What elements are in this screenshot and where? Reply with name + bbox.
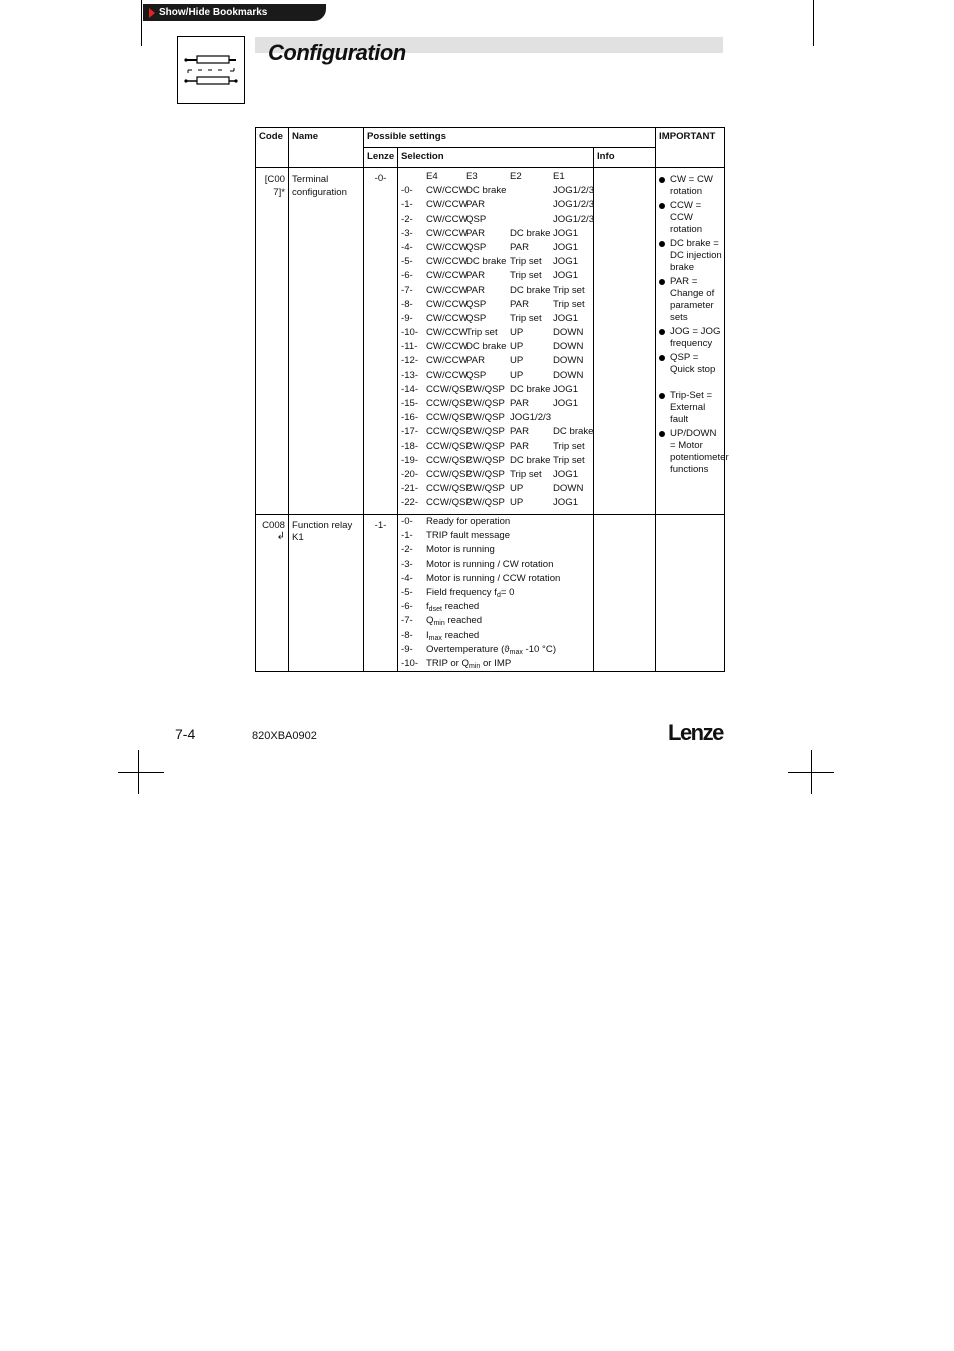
return-arrow-icon: ↲ <box>276 531 285 542</box>
selection-e2: Trip set <box>510 312 542 324</box>
selection-row <box>398 468 593 482</box>
selection-e1: JOG1 <box>553 383 579 395</box>
selection-text-main: Motor is running / CCW rotation <box>426 572 561 584</box>
selection-number: -2- <box>401 544 413 556</box>
selection-number: -7- <box>401 615 413 627</box>
selection-e3: DC brake <box>466 341 507 353</box>
selection-number: -10- <box>401 327 419 339</box>
selection-text <box>426 558 553 572</box>
selection-text <box>426 529 510 543</box>
column-e4: E4 <box>426 171 438 182</box>
table-row-c008 <box>256 515 725 672</box>
selection-e3: Trip set <box>466 327 498 339</box>
crop-mark <box>138 750 139 794</box>
selection-row <box>398 440 593 454</box>
selection-e3: QSP <box>466 298 487 310</box>
selection-e4: CCW/QSP <box>426 483 472 495</box>
selection-number: -16- <box>401 412 419 424</box>
selection-text-suffix: = 0 <box>500 586 515 598</box>
selection-number: -5- <box>401 586 413 598</box>
selection-row <box>398 326 593 340</box>
selection-text-main: Motor is running / CW rotation <box>426 558 554 570</box>
header-row <box>256 128 725 148</box>
selection-text-suffix: -10 °C) <box>522 643 557 655</box>
selection-e3: PAR <box>466 227 486 239</box>
selection-row <box>398 255 593 269</box>
selection-text <box>426 657 511 671</box>
selection-text <box>426 543 495 557</box>
selection-number: -5- <box>401 256 413 268</box>
selection-row <box>398 425 593 439</box>
selection-number: -20- <box>401 468 419 480</box>
selection-e1: JOG1 <box>553 312 579 324</box>
selection-row <box>398 657 593 671</box>
selection-e2: DC brake <box>510 454 551 466</box>
important-item <box>656 390 724 426</box>
selection-e1: Trip set <box>553 440 585 452</box>
important-item <box>656 174 724 198</box>
selection-e3: QSP <box>466 241 487 253</box>
selection-text-main: Ready for operation <box>426 516 511 527</box>
selection-e3: CW/QSP <box>466 412 505 424</box>
selection-e4: CW/CCW <box>426 355 468 367</box>
selection-e2: Trip set <box>510 270 542 282</box>
selection-e1: Trip set <box>553 454 585 466</box>
important-item <box>656 276 724 324</box>
selection-text <box>426 614 482 628</box>
header-code: Code <box>256 128 289 168</box>
selection-text-main: TRIP or Q <box>426 657 470 669</box>
selection-subscript: min <box>469 662 481 670</box>
selection-text-suffix: or IMP <box>480 657 512 669</box>
selection-number: -19- <box>401 454 419 466</box>
important-item <box>656 428 729 476</box>
selection-e2: PAR <box>510 298 530 310</box>
header-name: Name <box>289 128 364 168</box>
selection-e3: CW/QSP <box>466 468 505 480</box>
selection-c007 <box>398 168 594 515</box>
selection-e4: CW/CCW <box>426 298 468 310</box>
important-text: PAR = Change of parameter sets <box>670 276 715 323</box>
selection-number: -22- <box>401 497 419 509</box>
selection-e2: Trip set <box>510 256 542 268</box>
selection-number: -1- <box>401 530 413 542</box>
selection-e4: CW/CCW <box>426 327 468 339</box>
selection-row <box>398 515 593 529</box>
selection-number: -8- <box>401 629 413 641</box>
important-text: CCW = CCW rotation <box>670 200 703 235</box>
selection-row <box>398 397 593 411</box>
selection-text <box>426 643 556 657</box>
selection-e2: UP <box>510 497 524 509</box>
selection-e4: CCW/QSP <box>426 440 472 452</box>
header-info: Info <box>594 148 656 168</box>
selection-e3: QSP <box>466 312 487 324</box>
selection-row <box>398 643 593 657</box>
selection-e3: CW/QSP <box>466 398 505 409</box>
selection-e1: JOG1 <box>553 227 579 239</box>
important-c008 <box>656 515 725 672</box>
selection-e4: CW/CCW <box>426 284 468 296</box>
selection-row <box>398 340 593 354</box>
selection-number: -3- <box>401 227 413 239</box>
selection-number: -18- <box>401 440 419 452</box>
selection-e3: CW/QSP <box>466 454 505 466</box>
selection-e2: PAR <box>510 440 530 452</box>
selection-e1: JOG1 <box>553 241 579 253</box>
selection-e1: JOG1/2/3 <box>553 199 595 211</box>
selection-text-main: Field frequency f <box>426 586 497 598</box>
crop-mark <box>813 0 814 46</box>
selection-number: -1- <box>401 199 413 211</box>
header-possible-settings: Possible settings <box>364 128 656 148</box>
code-table <box>255 127 729 672</box>
selection-e2: UP <box>510 369 524 381</box>
selection-row <box>398 227 593 241</box>
selection-number: -0- <box>401 516 413 527</box>
lenze-logo: Lenze <box>668 720 723 745</box>
selection-e4: CW/CCW <box>426 213 468 225</box>
selection-row <box>398 614 593 628</box>
important-item <box>656 352 724 376</box>
selection-number: -14- <box>401 383 419 395</box>
selection-subscript: max <box>509 648 523 656</box>
selection-e1: JOG1 <box>553 468 579 480</box>
selection-e3: CW/QSP <box>466 497 505 509</box>
bullet-icon <box>659 329 665 335</box>
selection-subscript: min <box>433 620 445 628</box>
selection-e1: JOG1 <box>553 270 579 282</box>
selection-text-main: Overtemperature (ϑ <box>426 643 510 655</box>
selection-e2: UP <box>510 327 524 339</box>
selection-e2: PAR <box>510 241 530 253</box>
selection-e1: DOWN <box>553 341 584 353</box>
selection-number: -2- <box>401 213 413 225</box>
selection-number: -9- <box>401 643 413 655</box>
column-e3: E3 <box>466 171 478 182</box>
header-selection: Selection <box>398 148 594 168</box>
selection-number: -9- <box>401 312 413 324</box>
selection-e1: Trip set <box>553 298 585 310</box>
selection-row <box>398 298 593 312</box>
selection-e3: CW/QSP <box>466 483 505 495</box>
selection-row <box>398 284 593 298</box>
selection-row <box>398 312 593 326</box>
selection-e4: CCW/QSP <box>426 412 472 424</box>
info-c007 <box>594 168 656 515</box>
selection-e4: CW/CCW <box>426 369 468 381</box>
selection-text <box>426 515 510 529</box>
selection-text-main: f <box>426 601 429 613</box>
lenze-c007: -0- <box>374 173 387 184</box>
selection-e1: JOG1 <box>553 497 579 509</box>
important-text: QSP = Quick stop <box>670 352 716 375</box>
selection-row <box>398 411 593 425</box>
selection-number: -21- <box>401 483 419 495</box>
selection-row <box>398 184 593 198</box>
bullet-icon <box>659 393 665 399</box>
column-e2: E2 <box>510 171 522 182</box>
selection-text-main: TRIP fault message <box>426 530 511 542</box>
selection-row <box>398 629 593 643</box>
selection-e3: DC brake <box>466 256 507 268</box>
selection-e3: PAR <box>466 270 486 282</box>
show-hide-bookmarks-button[interactable] <box>143 4 326 21</box>
important-text: Trip-Set = External fault <box>670 390 713 425</box>
selection-number: -4- <box>401 572 413 584</box>
selection-row <box>398 213 593 227</box>
important-item <box>656 326 724 350</box>
selection-e1: DOWN <box>553 483 584 495</box>
selection-e1: DOWN <box>553 355 584 367</box>
selection-row <box>398 198 593 212</box>
selection-text <box>426 586 514 600</box>
selection-e4: CCW/QSP <box>426 383 472 395</box>
header-important: IMPORTANT <box>656 128 725 168</box>
arrow-right-icon <box>149 8 155 18</box>
selection-number: -6- <box>401 270 413 282</box>
column-e1: E1 <box>553 171 565 182</box>
name-c007: Terminal configuration <box>292 174 347 198</box>
page-number: 7-4 <box>175 726 196 742</box>
info-c008 <box>594 515 656 672</box>
important-c007 <box>656 168 729 515</box>
bullet-icon <box>659 241 665 247</box>
selection-row <box>398 529 593 543</box>
terminal-configuration-icon <box>177 36 245 104</box>
selection-subscript: d <box>496 591 501 599</box>
selection-text-main: I <box>426 629 429 641</box>
selection-row <box>398 354 593 368</box>
selection-e3: QSP <box>466 369 487 381</box>
selection-e3: DC brake <box>466 185 507 197</box>
selection-e1: DOWN <box>553 369 584 381</box>
selection-e4: CCW/QSP <box>426 426 472 438</box>
bullet-icon <box>659 279 665 285</box>
important-item <box>656 238 724 274</box>
selection-number: -13- <box>401 369 419 381</box>
selection-subscript: max <box>428 634 442 642</box>
selection-e1: DC brake <box>553 426 594 438</box>
selection-e1: JOG1 <box>553 256 579 268</box>
important-text: UP/DOWN = Motor potentiometer functions <box>670 428 729 475</box>
selection-row <box>398 454 593 468</box>
selection-e2: UP <box>510 341 524 353</box>
selection-row <box>398 572 593 586</box>
selection-e2: PAR <box>510 426 530 438</box>
selection-e3: CW/QSP <box>466 426 505 438</box>
selection-number: -3- <box>401 558 413 570</box>
selection-e4: CCW/QSP <box>426 468 472 480</box>
selection-text-main: Motor is running <box>426 544 495 556</box>
selection-e2: UP <box>510 483 524 495</box>
selection-c008 <box>398 515 594 672</box>
selection-number: -6- <box>401 601 413 613</box>
page-title: Configuration <box>268 40 406 65</box>
crop-mark <box>811 750 812 794</box>
code-c008: C008 <box>262 520 285 531</box>
selection-e4: CW/CCW <box>426 270 468 282</box>
selection-row <box>398 600 593 614</box>
selection-text <box>426 600 479 614</box>
selection-e4: CW/CCW <box>426 341 468 353</box>
selection-e1: JOG1 <box>553 398 579 409</box>
selection-row <box>398 496 593 510</box>
selection-e1: Trip set <box>553 284 585 296</box>
selection-number: -10- <box>401 657 419 669</box>
selection-row <box>398 383 593 397</box>
selection-e4: CCW/QSP <box>426 454 472 466</box>
selection-e2: DC brake <box>510 383 551 395</box>
selection-e4: CW/CCW <box>426 227 468 239</box>
selection-e2: DC brake <box>510 227 551 239</box>
bullet-icon <box>659 431 665 437</box>
selection-number: -12- <box>401 355 419 367</box>
selection-number: -17- <box>401 426 419 438</box>
selection-text <box>426 629 479 643</box>
table-row-c007 <box>256 168 725 515</box>
important-text: CW = CW rotation <box>670 174 713 197</box>
selection-number: -0- <box>401 185 413 197</box>
bullet-icon <box>659 355 665 361</box>
selection-e1: DOWN <box>553 327 584 339</box>
bullet-icon <box>659 177 665 183</box>
selection-e4: CW/CCW <box>426 241 468 253</box>
selection-text <box>426 572 560 586</box>
selection-row <box>398 586 593 600</box>
selection-number: -7- <box>401 284 413 296</box>
selection-e3: CW/QSP <box>466 383 505 395</box>
selection-text-suffix: reached <box>441 629 480 641</box>
selection-number: -11- <box>401 341 418 353</box>
selection-column-headers <box>398 170 593 184</box>
selection-text-suffix: reached <box>441 601 480 613</box>
selection-number: -8- <box>401 298 413 310</box>
selection-e3: PAR <box>466 355 486 367</box>
crop-mark <box>118 772 164 773</box>
selection-row <box>398 543 593 557</box>
selection-subscript: dset <box>428 606 442 614</box>
selection-e3: QSP <box>466 213 487 225</box>
selection-row <box>398 558 593 572</box>
selection-text-suffix: reached <box>444 615 483 627</box>
selection-row <box>398 269 593 283</box>
bullet-icon <box>659 203 665 209</box>
selection-row <box>398 369 593 383</box>
selection-row <box>398 482 593 496</box>
selection-e2: UP <box>510 355 524 367</box>
code-c007: [C007]* <box>264 174 285 198</box>
selection-e4: CCW/QSP <box>426 398 472 409</box>
lenze-c008: -1- <box>374 520 387 531</box>
selection-e4: CW/CCW <box>426 199 468 211</box>
selection-e1: JOG1/2/3 <box>553 213 595 225</box>
selection-e2: DC brake <box>510 284 551 296</box>
selection-e3: PAR <box>466 199 486 211</box>
important-text: JOG = JOG frequency <box>670 326 721 349</box>
name-c008: Function relay K1 <box>292 520 353 543</box>
selection-e2: Trip set <box>510 468 542 480</box>
selection-row <box>398 241 593 255</box>
bookmarks-label: Show/Hide Bookmarks <box>159 7 268 18</box>
header-lenze: Lenze <box>364 148 398 168</box>
selection-e3: PAR <box>466 284 486 296</box>
selection-text-main: Q <box>426 615 434 627</box>
selection-number: -4- <box>401 241 413 253</box>
important-item <box>656 200 724 236</box>
selection-e4: CW/CCW <box>426 185 468 197</box>
crop-mark <box>141 0 142 46</box>
selection-e2: JOG1/2/3 <box>510 412 552 424</box>
selection-number: -15- <box>401 398 419 409</box>
selection-e1: JOG1/2/3 <box>553 185 595 197</box>
selection-e3: CW/QSP <box>466 440 505 452</box>
selection-e4: CCW/QSP <box>426 497 472 509</box>
selection-e4: CW/CCW <box>426 256 468 268</box>
important-text: DC brake = DC injection brake <box>670 238 722 273</box>
selection-e2: PAR <box>510 398 530 409</box>
selection-e4: CW/CCW <box>426 312 468 324</box>
document-code: 820XBA0902 <box>252 730 317 742</box>
